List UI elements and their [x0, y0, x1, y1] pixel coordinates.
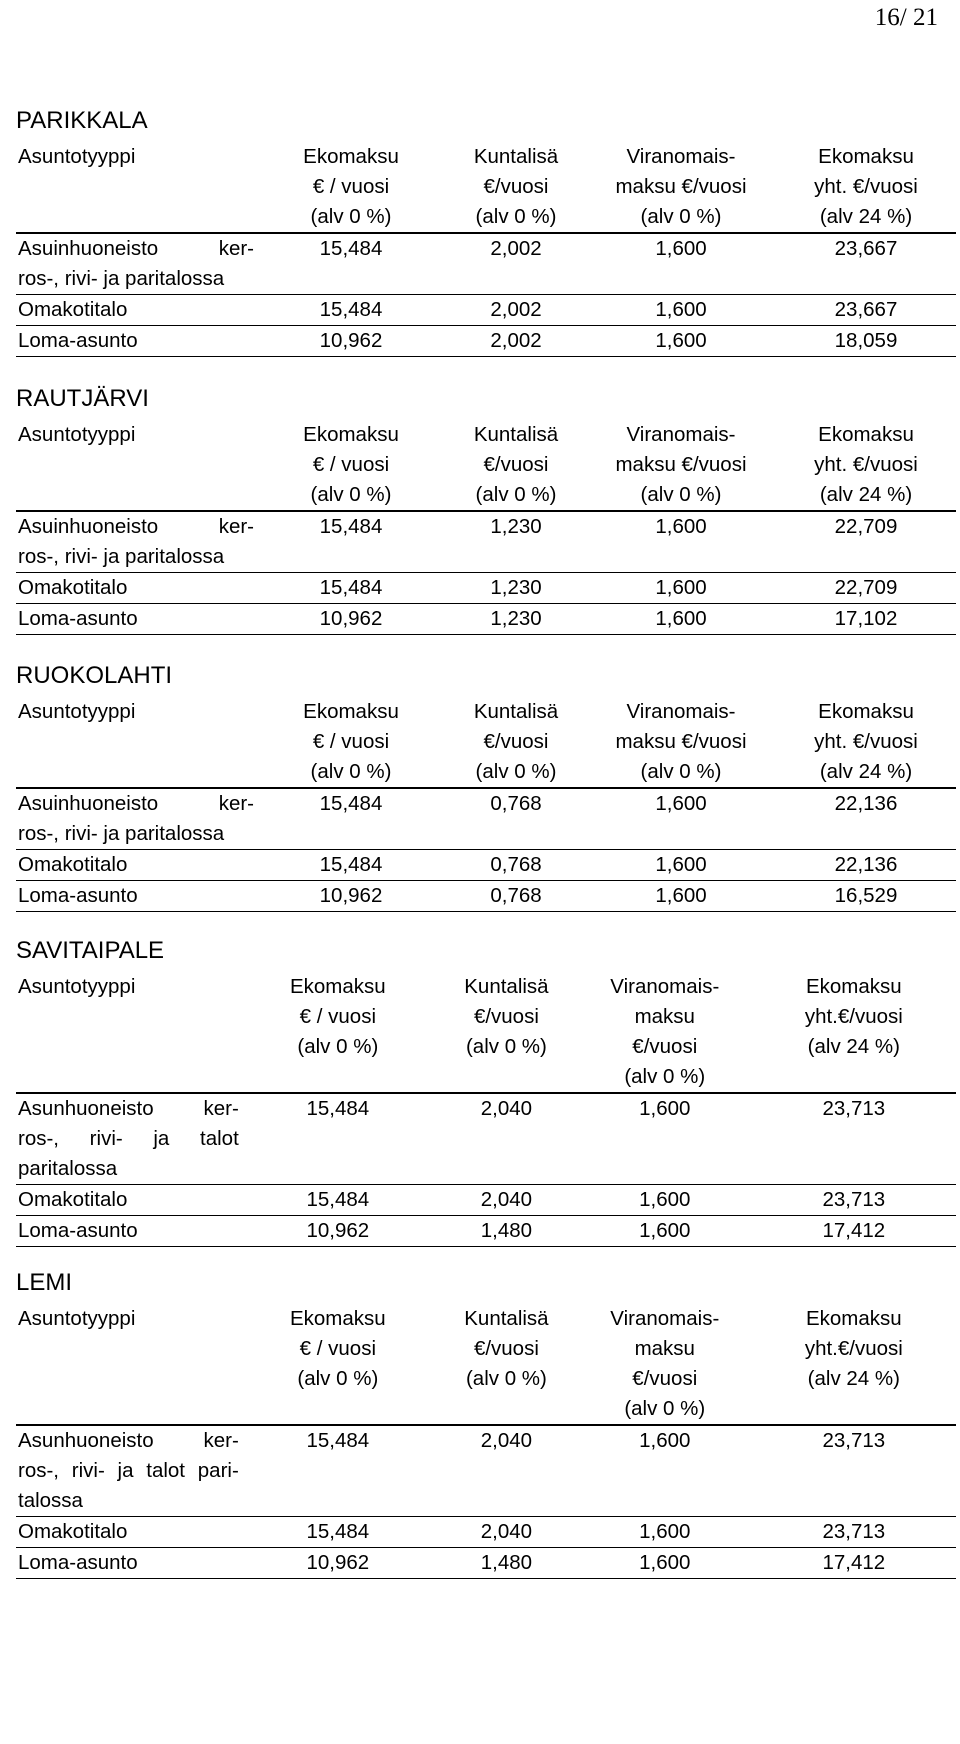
cell-value: 10,962 — [319, 884, 383, 907]
cell-value: 17,412 — [822, 1551, 886, 1574]
column-header: Ekomaksu yht.€/vuosi (alv 24 %) — [804, 1307, 903, 1390]
section-lemi — [16, 1268, 958, 1579]
table-row — [16, 1548, 956, 1579]
section-title: SAVITAIPALE — [16, 937, 165, 964]
cell-value: 1,600 — [655, 329, 707, 352]
cell-housing-type: Omakotitalo — [18, 1520, 128, 1543]
column-header: Ekomaksu yht. €/vuosi (alv 24 %) — [814, 700, 918, 783]
cell-value: 1,230 — [490, 607, 542, 630]
fee-table — [16, 420, 956, 635]
cell-value: 1,230 — [490, 576, 542, 599]
cell-value: 15,484 — [319, 576, 383, 599]
cell-value: 1,600 — [639, 1219, 691, 1242]
table-row — [16, 1185, 956, 1216]
cell-housing-type: Omakotitalo — [18, 1188, 128, 1211]
cell-value: 1,600 — [655, 237, 707, 260]
column-header: Ekomaksu € / vuosi (alv 0 %) — [289, 1307, 386, 1390]
cell-value: 1,600 — [639, 1551, 691, 1574]
header-row — [16, 972, 956, 1093]
cell-housing-type: Loma-asunto — [18, 329, 138, 352]
cell-value: 15,484 — [306, 1520, 370, 1543]
cell-value: 23,713 — [822, 1097, 886, 1120]
cell-housing-type: Asuinhuoneisto ker- ros-, rivi- ja paritalossa — [18, 237, 254, 290]
cell-value: 1,600 — [655, 298, 707, 321]
cell-value: 2,002 — [490, 329, 542, 352]
column-header: Ekomaksu yht. €/vuosi (alv 24 %) — [814, 145, 918, 228]
table-row — [16, 1093, 956, 1185]
cell-value: 2,002 — [490, 298, 542, 321]
cell-value: 10,962 — [319, 329, 383, 352]
column-header: Viranomais- maksu €/vuosi (alv 0 %) — [615, 145, 747, 228]
cell-value: 2,040 — [480, 1188, 533, 1211]
cell-value: 15,484 — [306, 1429, 370, 1452]
table-row — [16, 881, 956, 912]
cell-value: 0,768 — [490, 792, 542, 815]
column-header: Viranomais- maksu €/vuosi (alv 0 %) — [610, 1307, 720, 1420]
fee-table — [16, 142, 956, 357]
column-header: Kuntalisä €/vuosi (alv 0 %) — [464, 975, 549, 1058]
cell-value: 18,059 — [834, 329, 898, 352]
section-ruokolahti — [16, 661, 958, 912]
cell-value: 1,600 — [655, 792, 707, 815]
column-header-type: Asuntotyyppi — [18, 423, 136, 446]
cell-value: 10,962 — [306, 1551, 370, 1574]
cell-value: 2,002 — [490, 237, 542, 260]
cell-value: 16,529 — [834, 884, 898, 907]
column-header: Ekomaksu € / vuosi (alv 0 %) — [303, 145, 399, 228]
cell-value: 10,962 — [306, 1219, 370, 1242]
cell-value: 1,600 — [639, 1429, 691, 1452]
cell-housing-type: Asunhuoneisto ker- ros-, rivi- ja talot pari- talossa — [18, 1429, 239, 1512]
cell-value: 22,136 — [834, 853, 898, 876]
cell-value: 1,480 — [480, 1219, 533, 1242]
cell-value: 10,962 — [319, 607, 383, 630]
column-header: Viranomais- maksu €/vuosi (alv 0 %) — [610, 975, 720, 1088]
column-header: Kuntalisä €/vuosi (alv 0 %) — [464, 1307, 549, 1390]
column-header-type: Asuntotyyppi — [18, 1307, 136, 1330]
table-row — [16, 850, 956, 881]
table-row — [16, 233, 956, 295]
fee-table — [16, 697, 956, 912]
cell-value: 2,040 — [480, 1429, 533, 1452]
cell-value: 23,713 — [822, 1188, 886, 1211]
column-header: Kuntalisä €/vuosi (alv 0 %) — [473, 700, 559, 783]
column-header-type: Asuntotyyppi — [18, 145, 136, 168]
cell-value: 1,600 — [639, 1097, 691, 1120]
table-row — [16, 1216, 956, 1247]
cell-housing-type: Loma-asunto — [18, 607, 138, 630]
cell-value: 17,412 — [822, 1219, 886, 1242]
header-row — [16, 420, 956, 511]
header-row — [16, 142, 956, 233]
cell-value: 15,484 — [319, 298, 383, 321]
cell-housing-type: Omakotitalo — [18, 298, 128, 321]
table-row — [16, 511, 956, 573]
cell-value: 1,230 — [490, 515, 542, 538]
section-rautj-rvi — [16, 384, 958, 635]
column-header: Ekomaksu yht. €/vuosi (alv 24 %) — [814, 423, 918, 506]
cell-value: 1,600 — [639, 1520, 691, 1543]
cell-value: 15,484 — [306, 1097, 370, 1120]
column-header-type: Asuntotyyppi — [18, 975, 136, 998]
cell-value: 22,709 — [834, 576, 898, 599]
section-title: LEMI — [16, 1269, 73, 1296]
header-row — [16, 697, 956, 788]
column-header: Viranomais- maksu €/vuosi (alv 0 %) — [615, 423, 747, 506]
cell-value: 15,484 — [319, 792, 383, 815]
column-header: Ekomaksu € / vuosi (alv 0 %) — [289, 975, 386, 1058]
cell-value: 1,600 — [655, 576, 707, 599]
section-parikkala — [16, 106, 958, 357]
section-title: RUOKOLAHTI — [16, 662, 173, 689]
column-header: Kuntalisä €/vuosi (alv 0 %) — [473, 423, 559, 506]
cell-housing-type: Loma-asunto — [18, 1551, 138, 1574]
column-header: Ekomaksu yht.€/vuosi (alv 24 %) — [804, 975, 903, 1058]
cell-value: 17,102 — [834, 607, 898, 630]
cell-housing-type: Loma-asunto — [18, 1219, 138, 1242]
cell-value: 15,484 — [319, 237, 383, 260]
section-title: RAUTJÄRVI — [16, 385, 149, 412]
section-title: PARIKKALA — [16, 107, 148, 134]
cell-housing-type: Asuinhuoneisto ker- ros-, rivi- ja paritalossa — [18, 515, 254, 568]
cell-housing-type: Asunhuoneisto ker- ros-, rivi- ja talot paritalossa — [18, 1097, 239, 1180]
cell-value: 0,768 — [490, 884, 542, 907]
cell-value: 23,667 — [834, 298, 898, 321]
cell-value: 1,600 — [655, 884, 707, 907]
column-header: Kuntalisä €/vuosi (alv 0 %) — [473, 145, 559, 228]
cell-value: 1,600 — [639, 1188, 691, 1211]
cell-housing-type: Omakotitalo — [18, 853, 128, 876]
column-header-type: Asuntotyyppi — [18, 700, 136, 723]
table-row — [16, 573, 956, 604]
cell-value: 15,484 — [319, 515, 383, 538]
table-row — [16, 295, 956, 326]
cell-value: 15,484 — [306, 1188, 370, 1211]
column-header: Ekomaksu € / vuosi (alv 0 %) — [303, 423, 399, 506]
cell-value: 22,709 — [834, 515, 898, 538]
table-row — [16, 788, 956, 850]
cell-value: 15,484 — [319, 853, 383, 876]
cell-housing-type: Loma-asunto — [18, 884, 138, 907]
cell-value: 23,667 — [834, 237, 898, 260]
cell-value: 1,600 — [655, 607, 707, 630]
fee-table — [16, 972, 956, 1247]
table-row — [16, 1425, 956, 1517]
cell-housing-type: Omakotitalo — [18, 576, 128, 599]
cell-value: 1,480 — [480, 1551, 533, 1574]
cell-value: 2,040 — [480, 1097, 533, 1120]
cell-value: 23,713 — [822, 1520, 886, 1543]
header-row — [16, 1304, 956, 1425]
cell-value: 23,713 — [822, 1429, 886, 1452]
fee-table — [16, 1304, 956, 1579]
table-row — [16, 326, 956, 357]
page-number: 16/ 21 — [874, 4, 938, 31]
cell-value: 1,600 — [655, 853, 707, 876]
cell-value: 0,768 — [490, 853, 542, 876]
cell-value: 2,040 — [480, 1520, 533, 1543]
cell-housing-type: Asuinhuoneisto ker- ros-, rivi- ja paritalossa — [18, 792, 254, 845]
section-savitaipale — [16, 936, 958, 1247]
column-header: Viranomais- maksu €/vuosi (alv 0 %) — [615, 700, 747, 783]
cell-value: 22,136 — [834, 792, 898, 815]
table-row — [16, 604, 956, 635]
cell-value: 1,600 — [655, 515, 707, 538]
table-row — [16, 1517, 956, 1548]
column-header: Ekomaksu € / vuosi (alv 0 %) — [303, 700, 399, 783]
